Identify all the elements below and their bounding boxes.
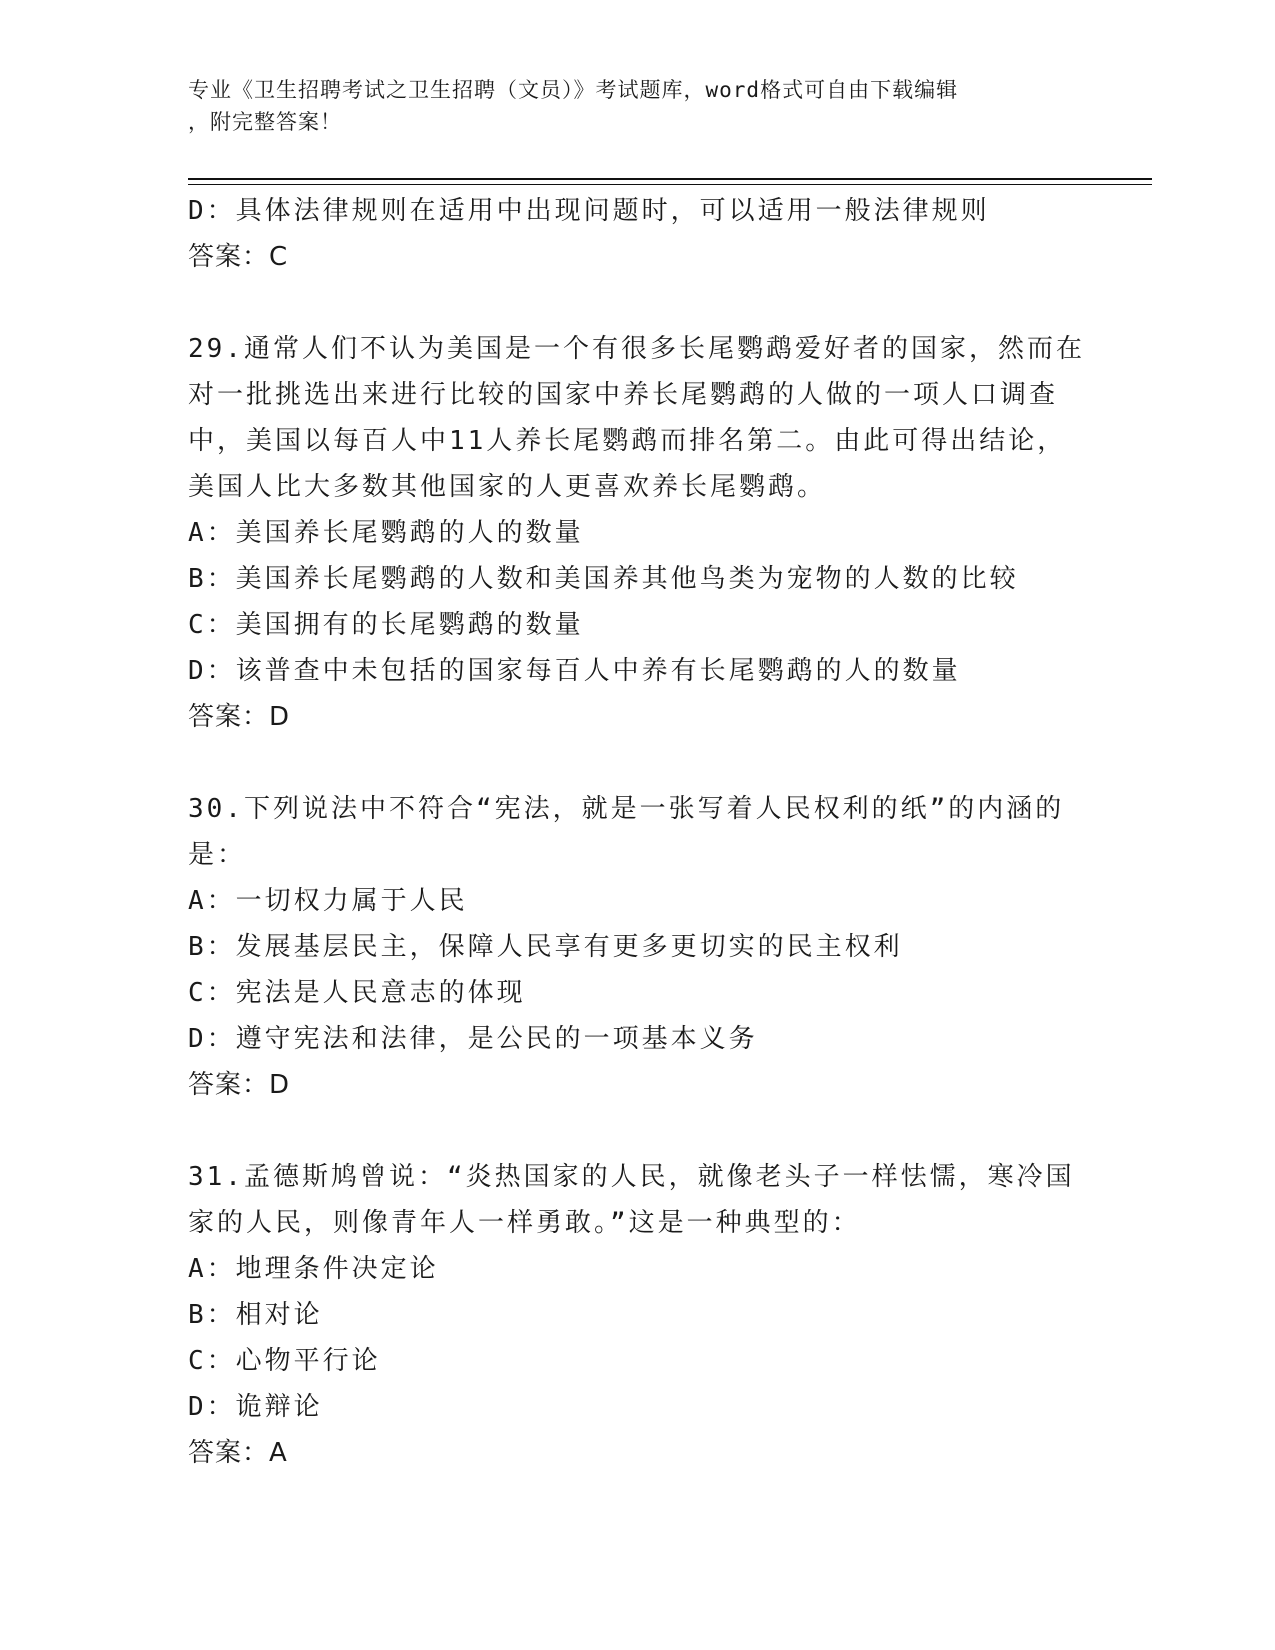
option-b: B：相对论 bbox=[188, 1300, 323, 1330]
spacer bbox=[188, 280, 1088, 326]
option-d: D：遵守宪法和法律，是公民的一项基本义务 bbox=[188, 1024, 758, 1054]
spacer bbox=[188, 1108, 1088, 1154]
question-31 bbox=[188, 1154, 1088, 1476]
page-header bbox=[188, 74, 1068, 138]
question-30 bbox=[188, 786, 1088, 1108]
answer-line: 答案：A bbox=[188, 1438, 288, 1468]
answer-line: 答案：D bbox=[188, 1070, 291, 1100]
header-line-2: ，附完整答案！ bbox=[188, 110, 342, 134]
option-c: C：心物平行论 bbox=[188, 1346, 381, 1376]
question-stem-line: 美国人比大多数其他国家的人更喜欢养长尾鹦鹉。 bbox=[188, 472, 827, 502]
header-line-1: 专业《卫生招聘考试之卫生招聘（文员）》考试题库，word格式可自由下载编辑 bbox=[188, 78, 959, 102]
option-b: B：美国养长尾鹦鹉的人数和美国养其他鸟类为宠物的人数的比较 bbox=[188, 564, 1019, 594]
option-c: C：美国拥有的长尾鹦鹉的数量 bbox=[188, 610, 584, 640]
question-29 bbox=[188, 326, 1088, 740]
question-stem-line: 中，美国以每百人中11人养长尾鹦鹉而排名第二。由此可得出结论， bbox=[188, 426, 1067, 456]
option-d: D：诡辩论 bbox=[188, 1392, 323, 1422]
option-b: B：发展基层民主，保障人民享有更多更切实的民主权利 bbox=[188, 932, 903, 962]
option-d: D：具体法律规则在适用中出现问题时，可以适用一般法律规则 bbox=[188, 196, 990, 226]
option-a: A：地理条件决定论 bbox=[188, 1254, 439, 1284]
spacer bbox=[188, 740, 1088, 786]
header-divider-thin bbox=[188, 184, 1152, 185]
option-a: A：美国养长尾鹦鹉的人的数量 bbox=[188, 518, 584, 548]
option-c: C：宪法是人民意志的体现 bbox=[188, 978, 526, 1008]
question-stem-line: 30.下列说法中不符合“宪法，就是一张写着人民权利的纸”的内涵的 bbox=[188, 794, 1065, 824]
answer-line: 答案：C bbox=[188, 242, 289, 272]
question-stem-line: 29.通常人们不认为美国是一个有很多长尾鹦鹉爱好者的国家，然而在 bbox=[188, 334, 1085, 364]
question-stem-line: 31.孟德斯鸠曾说：“炎热国家的人民，就像老头子一样怯懦，寒冷国 bbox=[188, 1162, 1075, 1192]
question-stem-line: 对一批挑选出来进行比较的国家中养长尾鹦鹉的人做的一项人口调查 bbox=[188, 380, 1059, 410]
option-a: A：一切权力属于人民 bbox=[188, 886, 468, 916]
option-d: D：该普查中未包括的国家每百人中养有长尾鹦鹉的人的数量 bbox=[188, 656, 961, 686]
question-stem-line: 家的人民，则像青年人一样勇敢。”这是一种典型的： bbox=[188, 1208, 861, 1238]
question-28-tail bbox=[188, 188, 1088, 280]
answer-line: 答案：D bbox=[188, 702, 291, 732]
header-divider-thick bbox=[188, 178, 1152, 180]
document-body bbox=[188, 188, 1088, 1476]
question-stem-line: 是： bbox=[188, 840, 247, 870]
